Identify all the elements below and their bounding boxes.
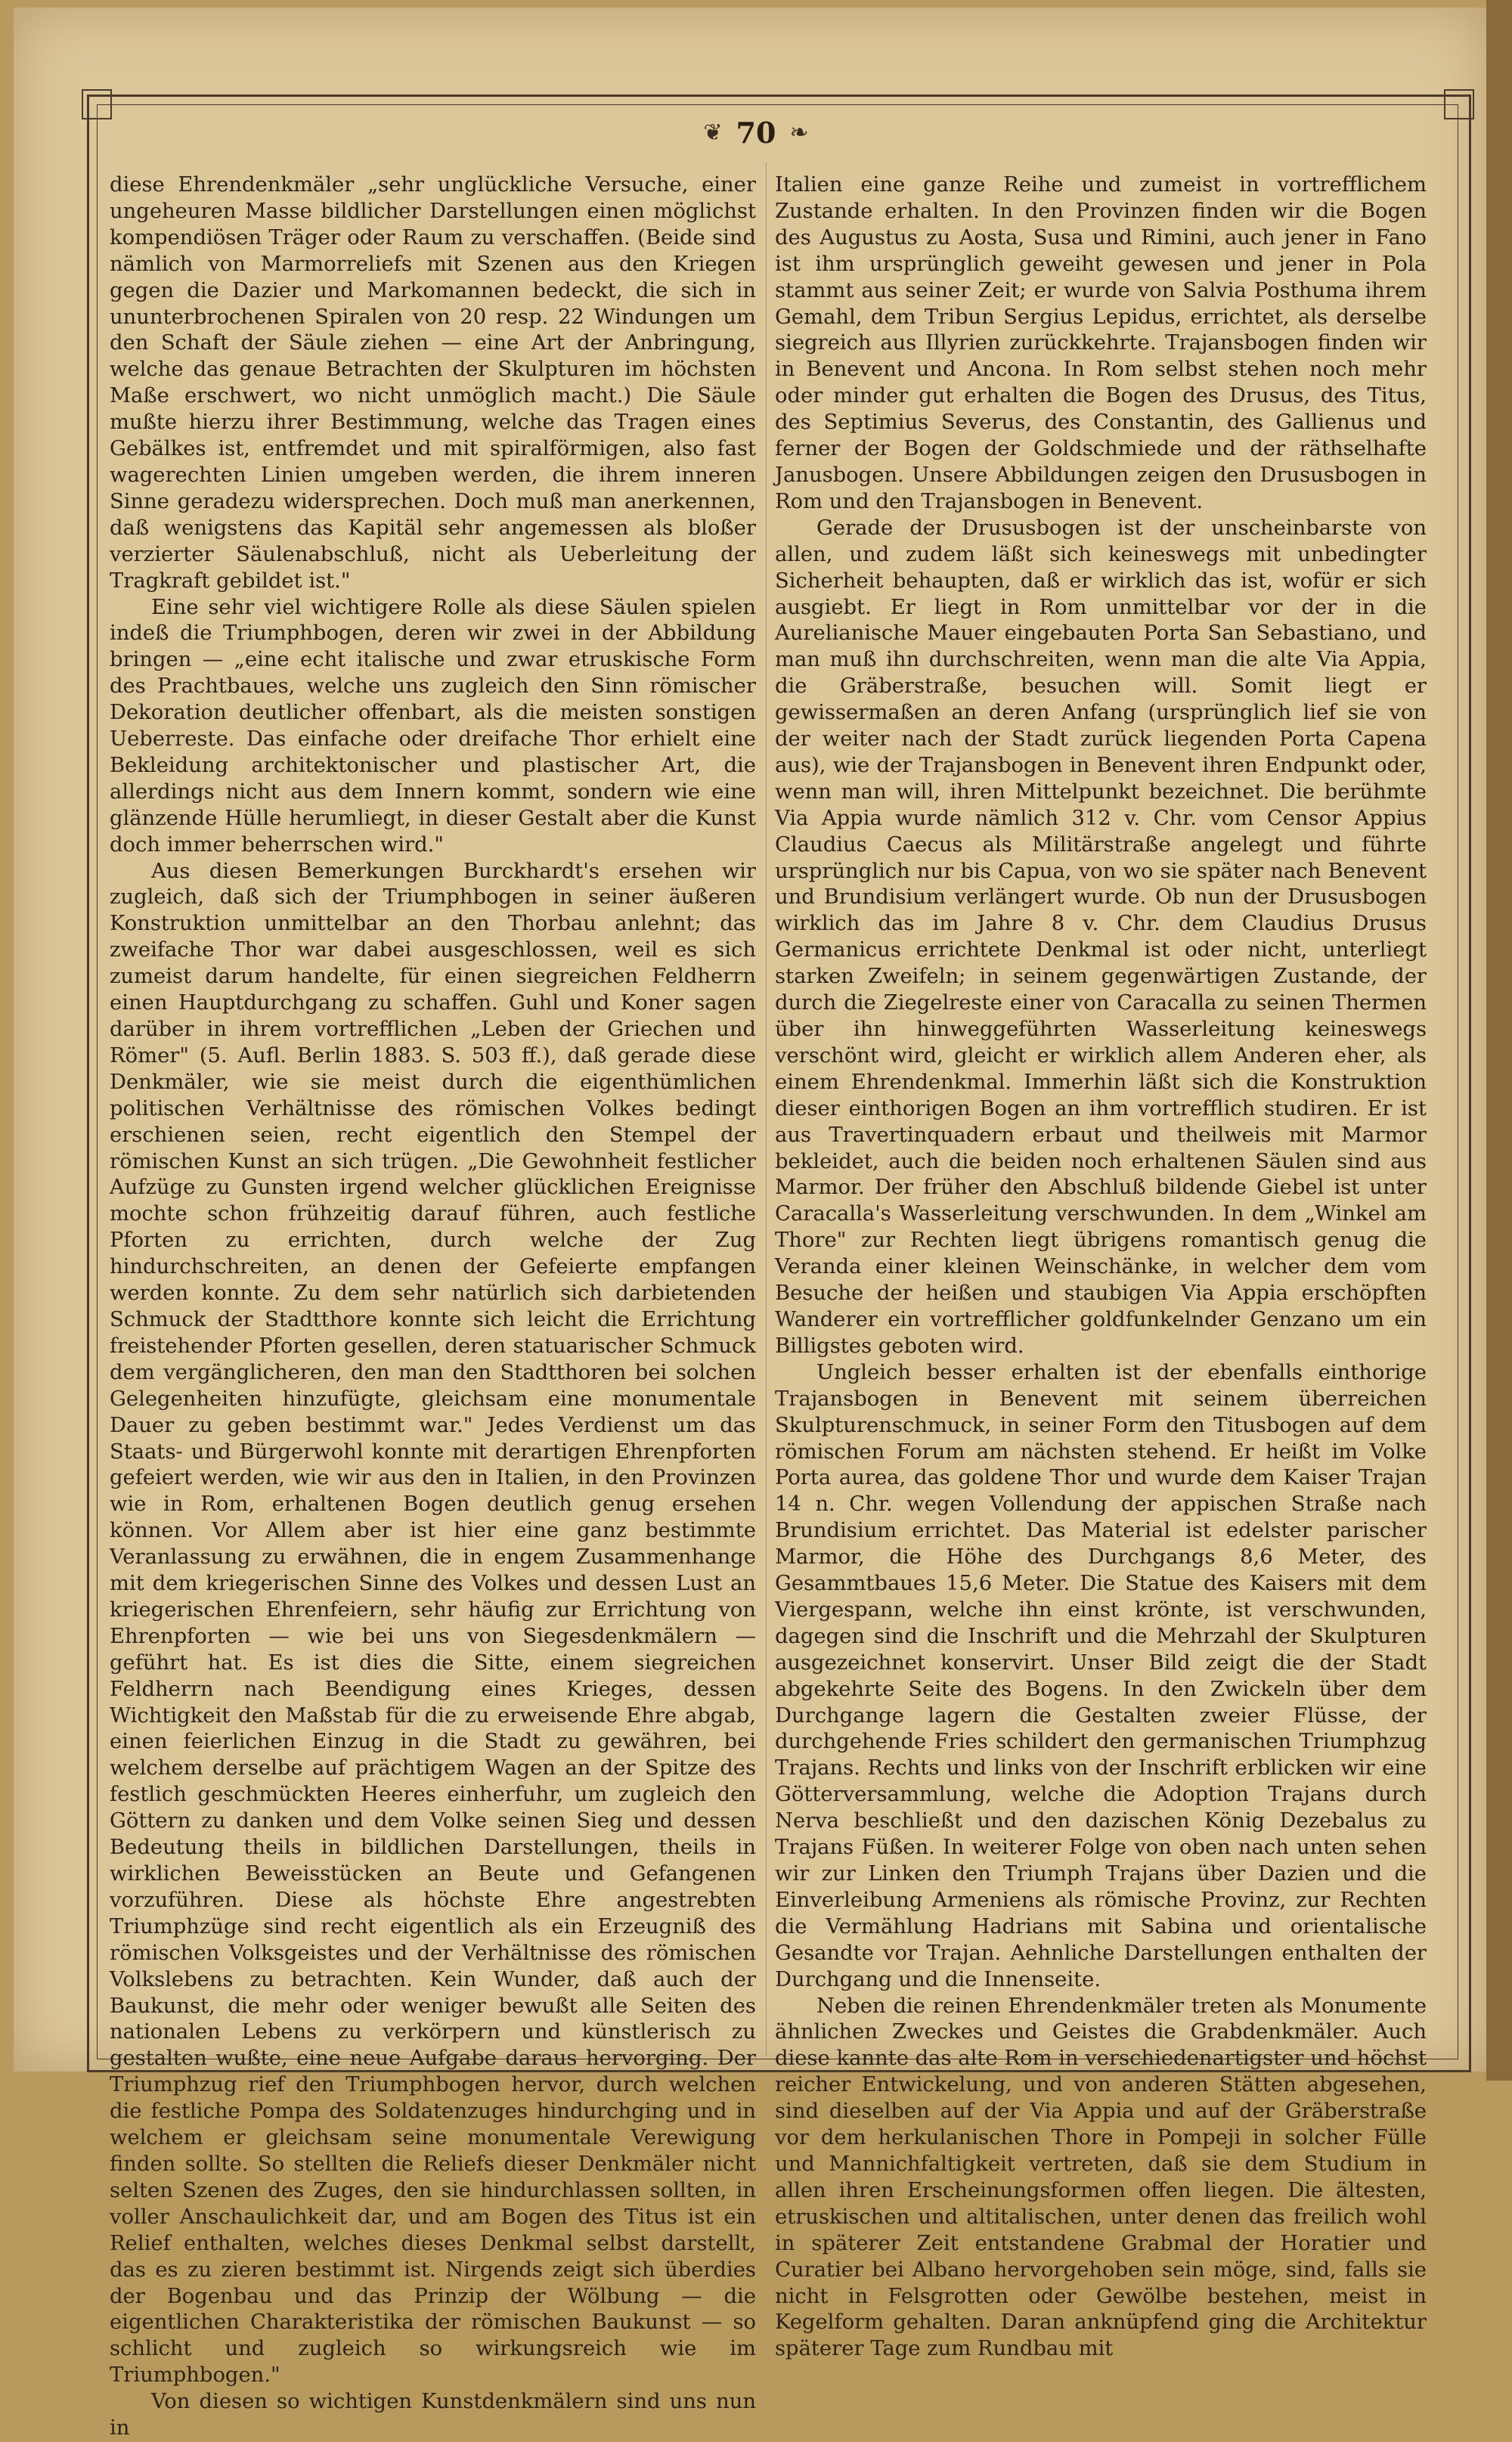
paragraph: Italien eine ganze Reihe und zumeist in vortrefflichem Zustande erhalten. In den Provinzen finden wir die Bogen des Augustus zu Aosta, Susa und Rimini, auch jener in Fano ist ihm ursprünglich geweiht gewesen und jener in Pola stammt aus seiner Zeit; er wurde von Salvia Posthuma ihrem Gemahl, dem Tribun Sergius Lepidus, errichtet, als derselbe siegreich aus Illyrien zurückkehrte. Trajansbogen finden wir in Benevent und Ancona. In Rom selbst stehen noch mehr oder minder gut erhalten die Bogen des Drusus, des Titus, des Septimius Severus, des Constantin, des Gallienus und ferner der Bogen der Goldschmiede und der räthselhafte Janusbogen. Unsere Abbildungen zeigen den Drususbogen in Rom und den Trajansbogen in Benevent. xyxy=(775,173,1427,513)
page-edge xyxy=(1486,0,1512,2081)
paragraph: Von diesen so wichtigen Kunstdenkmälern sind uns nun in xyxy=(110,2390,756,2440)
paragraph: Aus diesen Bemerkungen Burckhardt's ersehen wir zugleich, daß sich der Triumphbogen in seiner äußeren Konstruktion unmittelbar an den Thorbau anlehnt; das zweifache Thor war dabei ausgeschlossen, weil es sich zumeist darum handelte, für einen siegreichen Feldherrn einen Hauptdurchgang zu schaffen. Guhl und Koner sagen darüber in ihrem vortrefflichen „Leben der Griechen und Römer" (5. Aufl. Berlin 1883. S. 503 ff.), daß gerade diese Denkmäler, wie sie meist durch die eigenthümlichen politischen Verhältnisse des römischen Volkes bedingt erschienen seien, recht eigentlich den Stempel der römischen Kunst an sich trügen. „Die Gewohnheit festlicher Aufzüge zu Gunsten irgend welcher glücklichen Ereignisse mochte schon frühzeitig darauf führen, auch festliche Pforten zu errichten, durch welche der Zug hindurchschreiten, an denen der Gefeierte empfangen werden konnte. Zu dem sehr natürlich sich darbietenden Schmuck der Stadtthore konnte sich leicht die Errichtung freistehender Pforten gesellen, deren statuarischer Schmuck dem vergänglicheren, den man den Stadtthoren bei solchen Gelegenheiten hinzufügte, gleichsam eine monumentale Dauer zu geben bestimmt war." Jedes Verdienst um das Staats- und Bürgerwohl konnte mit derartigen Ehrenpforten gefeiert werden, wie wir aus den in Italien, in den Provinzen wie in Rom, erhaltenen Bogen deutlich genug ersehen können. Vor Allem aber ist hier eine ganz bestimmte Veranlassung zu erwähnen, die in engem Zusammenhange mit dem kriegerischen Sinne des Volkes und dessen Lust an kriegerischen Ehrenfeiern, sehr häufig zur Errichtung von Ehrenpforten — wie bei uns von Siegesdenkmälern — geführt hat. Es ist dies die Sitte, einem siegreichen Feldherrn nach Beendigung eines Krieges, dessen Wichtigkeit den Maßstab für die zu erweisende Ehre abgab, einen feierlichen Einzug in die Stadt zu gewähren, bei welchem derselbe auf prächtigem Wagen an der Spitze des festlich geschmückten Heeres einherfuhr, um zugleich den Göttern zu danken und dem Volke seinen Sieg und dessen Bedeutung theils in bildlichen Darstellungen, theils in wirklichen Beweisstücken an Beute und Gefangenen vorzuführen. Diese als höchste Ehre angestrebten Triumphzüge sind recht eigentlich als ein Erzeugniß des römischen Volksgeistes und der Verhältnisse des römischen Volkslebens zu betrachten. Kein Wunder, daß auch der Baukunst, die mehr oder weniger bewußt alle Seiten des nationalen Lebens zu verkörpern und künstlerisch zu gestalten wußte, eine neue Aufgabe daraus hervorging. Der Triumphzug rief den Triumphbogen hervor, durch welchen die festliche Pompa des Soldatenzuges hindurchging und in welchem er gleichsam seine monumentale Verewigung finden sollte. So stellten die Reliefs dieser Denkmäler nicht selten Szenen des Zuges, den sie hindurchlassen sollten, in voller Anschaulichkeit dar, und am Bogen des Titus ist ein Relief enthalten, welches dieses Denkmal selbst darstellt, das es zu zieren bestimmt ist. Nirgends zeigt sich überdies der Bogenbau und das Prinzip der Wölbung — die eigentlichen Charakteristika der römischen Baukunst — so schlicht und zugleich so wirkungsreich wie im Triumphbogen." xyxy=(110,859,756,2388)
page-header xyxy=(0,113,1512,151)
right-column xyxy=(775,172,1427,2363)
paragraph: Neben die reinen Ehrendenkmäler treten als Monumente ähnlichen Zweckes und Geistes die Grabdenkmäler. Auch diese kannte das alte Rom in verschiedenartigster und höchst reicher Entwickelung, und von anderen Stätten abgesehen, sind dieselben auf der Via Appia und auf der Gräberstraße vor dem herkulanischen Thore in Pompeji in solcher Fülle und Mannichfaltigkeit vertreten, daß sie dem Studium in allen ihren Erscheinungsformen offen liegen. Die ältesten, etruskischen und altitalischen, unter denen das freilich wohl in späterer Zeit entstandene Grabmal der Horatier und Curatier bei Albano hervorgehoben sein möge, sind, falls sie nicht in Felsgrotten oder Gewölbe bestehen, meist in Kegelform gehalten. Daran anknüpfend ging die Architektur späterer Tage zum Rundbau mit xyxy=(775,1994,1427,2361)
paragraph: diese Ehrendenkmäler „sehr unglückliche Versuche, einer ungeheuren Masse bildlicher Darstellungen einen möglichst kompendiösen Träger oder Raum zu verschaffen. (Beide sind nämlich von Marmorreliefs mit Szenen aus den Kriegen gegen die Dazier und Markomannen bedeckt, die sich in ununterbrochenen Spiralen von 20 resp. 22 Windungen um den Schaft der Säule ziehen — eine Art der Anbringung, welche das genaue Betrachten der Skulpturen im höchsten Maße erschwert, wo nicht unmöglich macht.) Die Säule mußte hierzu ihrer Bestimmung, welche das Tragen eines Gebälkes ist, entfremdet und mit spiralförmigen, also fast wagerechten Linien umgeben werden, die ihrem inneren Sinne geradezu widersprechen. Doch muß man anerkennen, daß wenigstens das Kapitäl sehr angemessen als bloßer verzierter Säulenabschluß, nicht als Ueberleitung der Tragkraft gebildet ist." xyxy=(110,173,756,593)
header-ornament-left: ❦ xyxy=(703,119,723,146)
left-column xyxy=(110,172,756,2442)
paragraph: Ungleich besser erhalten ist der ebenfalls einthorige Trajansbogen in Benevent mit seinem überreichen Skulpturenschmuck, in seiner Form den Titusbogen auf dem römischen Forum am nächsten stehend. Er heißt im Volke Porta aurea, das goldene Thor und wurde dem Kaiser Trajan 14 n. Chr. wegen Vollendung der appischen Straße nach Brundisium errichtet. Das Material ist edelster parischer Marmor, die Höhe des Durchgangs 8,6 Meter, des Gesammtbaues 15,6 Meter. Die Statue des Kaisers mit dem Viergespann, welche ihn einst krönte, ist verschwunden, dagegen sind die Inschrift und die Mehrzahl der Skulpturen ausgezeichnet konservirt. Unser Bild zeigt die der Stadt abgekehrte Seite des Bogens. In den Zwickeln über dem Durchgange lagern die Gestalten zweier Flüsse, der durchgehende Fries schildert den germanischen Triumphzug Trajans. Rechts und links von der Inschrift erblicken wir eine Götterversammlung, welche die Adoption Trajans durch Nerva beschließt und den dazischen König Dezebalus zu Trajans Füßen. In weiterer Folge von oben nach unten sehen wir zur Linken den Triumph Trajans über Dazien und die Einverleibung Armeniens als römische Provinz, zur Rechten die Vermählung Hadrians mit Sabina und orientalische Gesandte vor Trajan. Aehnliche Darstellungen enthalten der Durchgang und die Innenseite. xyxy=(775,1360,1427,1991)
column-divider xyxy=(766,163,767,2056)
page-number: 70 xyxy=(736,115,776,150)
header-ornament-right: ❧ xyxy=(789,119,809,146)
paragraph: Gerade der Drususbogen ist der unscheinbarste von allen, und zudem läßt sich keineswegs mit unbedingter Sicherheit behaupten, daß er wirklich das ist, wofür er sich ausgiebt. Er liegt in Rom unmittelbar vor der in die Aurelianische Mauer eingebauten Porta San Sebastiano, und man muß ihn durchschreiten, wenn man die alte Via Appia, die Gräberstraße, besuchen will. Somit liegt er gewissermaßen an deren Anfang (ursprünglich lief sie von der weiter nach der Stadt zurück liegenden Porta Capena aus), wie der Trajansbogen in Benevent ihren Endpunkt oder, wenn man will, ihren Mittelpunkt bezeichnet. Die berühmte Via Appia wurde nämlich 312 v. Chr. vom Censor Appius Claudius Caecus als Militärstraße angelegt und führte ursprünglich nur bis Capua, von wo sie später nach Benevent und Brundisium verlängert wurde. Ob nun der Drususbogen wirklich das im Jahre 8 v. Chr. dem Claudius Drusus Germanicus errichtete Denkmal ist oder nicht, unterliegt starken Zweifeln; in seinem gegenwärtigen Zustande, der durch die Ziegelreste einer von Caracalla zu seinen Thermen über ihn hinweggeführten Wasserleitung keineswegs verschönt wird, gleicht er wirklich allem Anderen eher, als einem Ehrendenkmal. Immerhin läßt sich die Konstruktion dieser einthorigen Bogen an ihm vortrefflich studiren. Er ist aus Travertinquadern erbaut und theilweis mit Marmor bekleidet, auch die beiden noch erhaltenen Säulen sind aus Marmor. Der früher den Abschluß bildende Giebel ist unter Caracalla's Wasserleitung verschwunden. In dem „Winkel am Thore" zur Rechten liegt übrigens romantisch genug die Veranda einer kleinen Weinschänke, in welcher dem vom Besuche der heißen und staubigen Via Appia erschöpften Wanderer ein vortrefflicher goldfunkelnder Genzano um ein Billigstes geboten wird. xyxy=(775,516,1427,1358)
paragraph: Eine sehr viel wichtigere Rolle als diese Säulen spielen indeß die Triumphbogen, deren wir zwei in der Abbildung bringen — „eine echt italische und zwar etruskische Form des Prachtbaues, welche uns zugleich den Sinn römischer Dekoration deutlicher offenbart, als die meisten sonstigen Ueberreste. Das einfache oder dreifache Thor erhielt eine Bekleidung architektonischer und plastischer Art, die allerdings nicht aus dem Innern kommt, sondern wie eine glänzende Hülle herumliegt, in dieser Gestalt aber die Kunst doch immer beherrschen wird." xyxy=(110,595,756,857)
